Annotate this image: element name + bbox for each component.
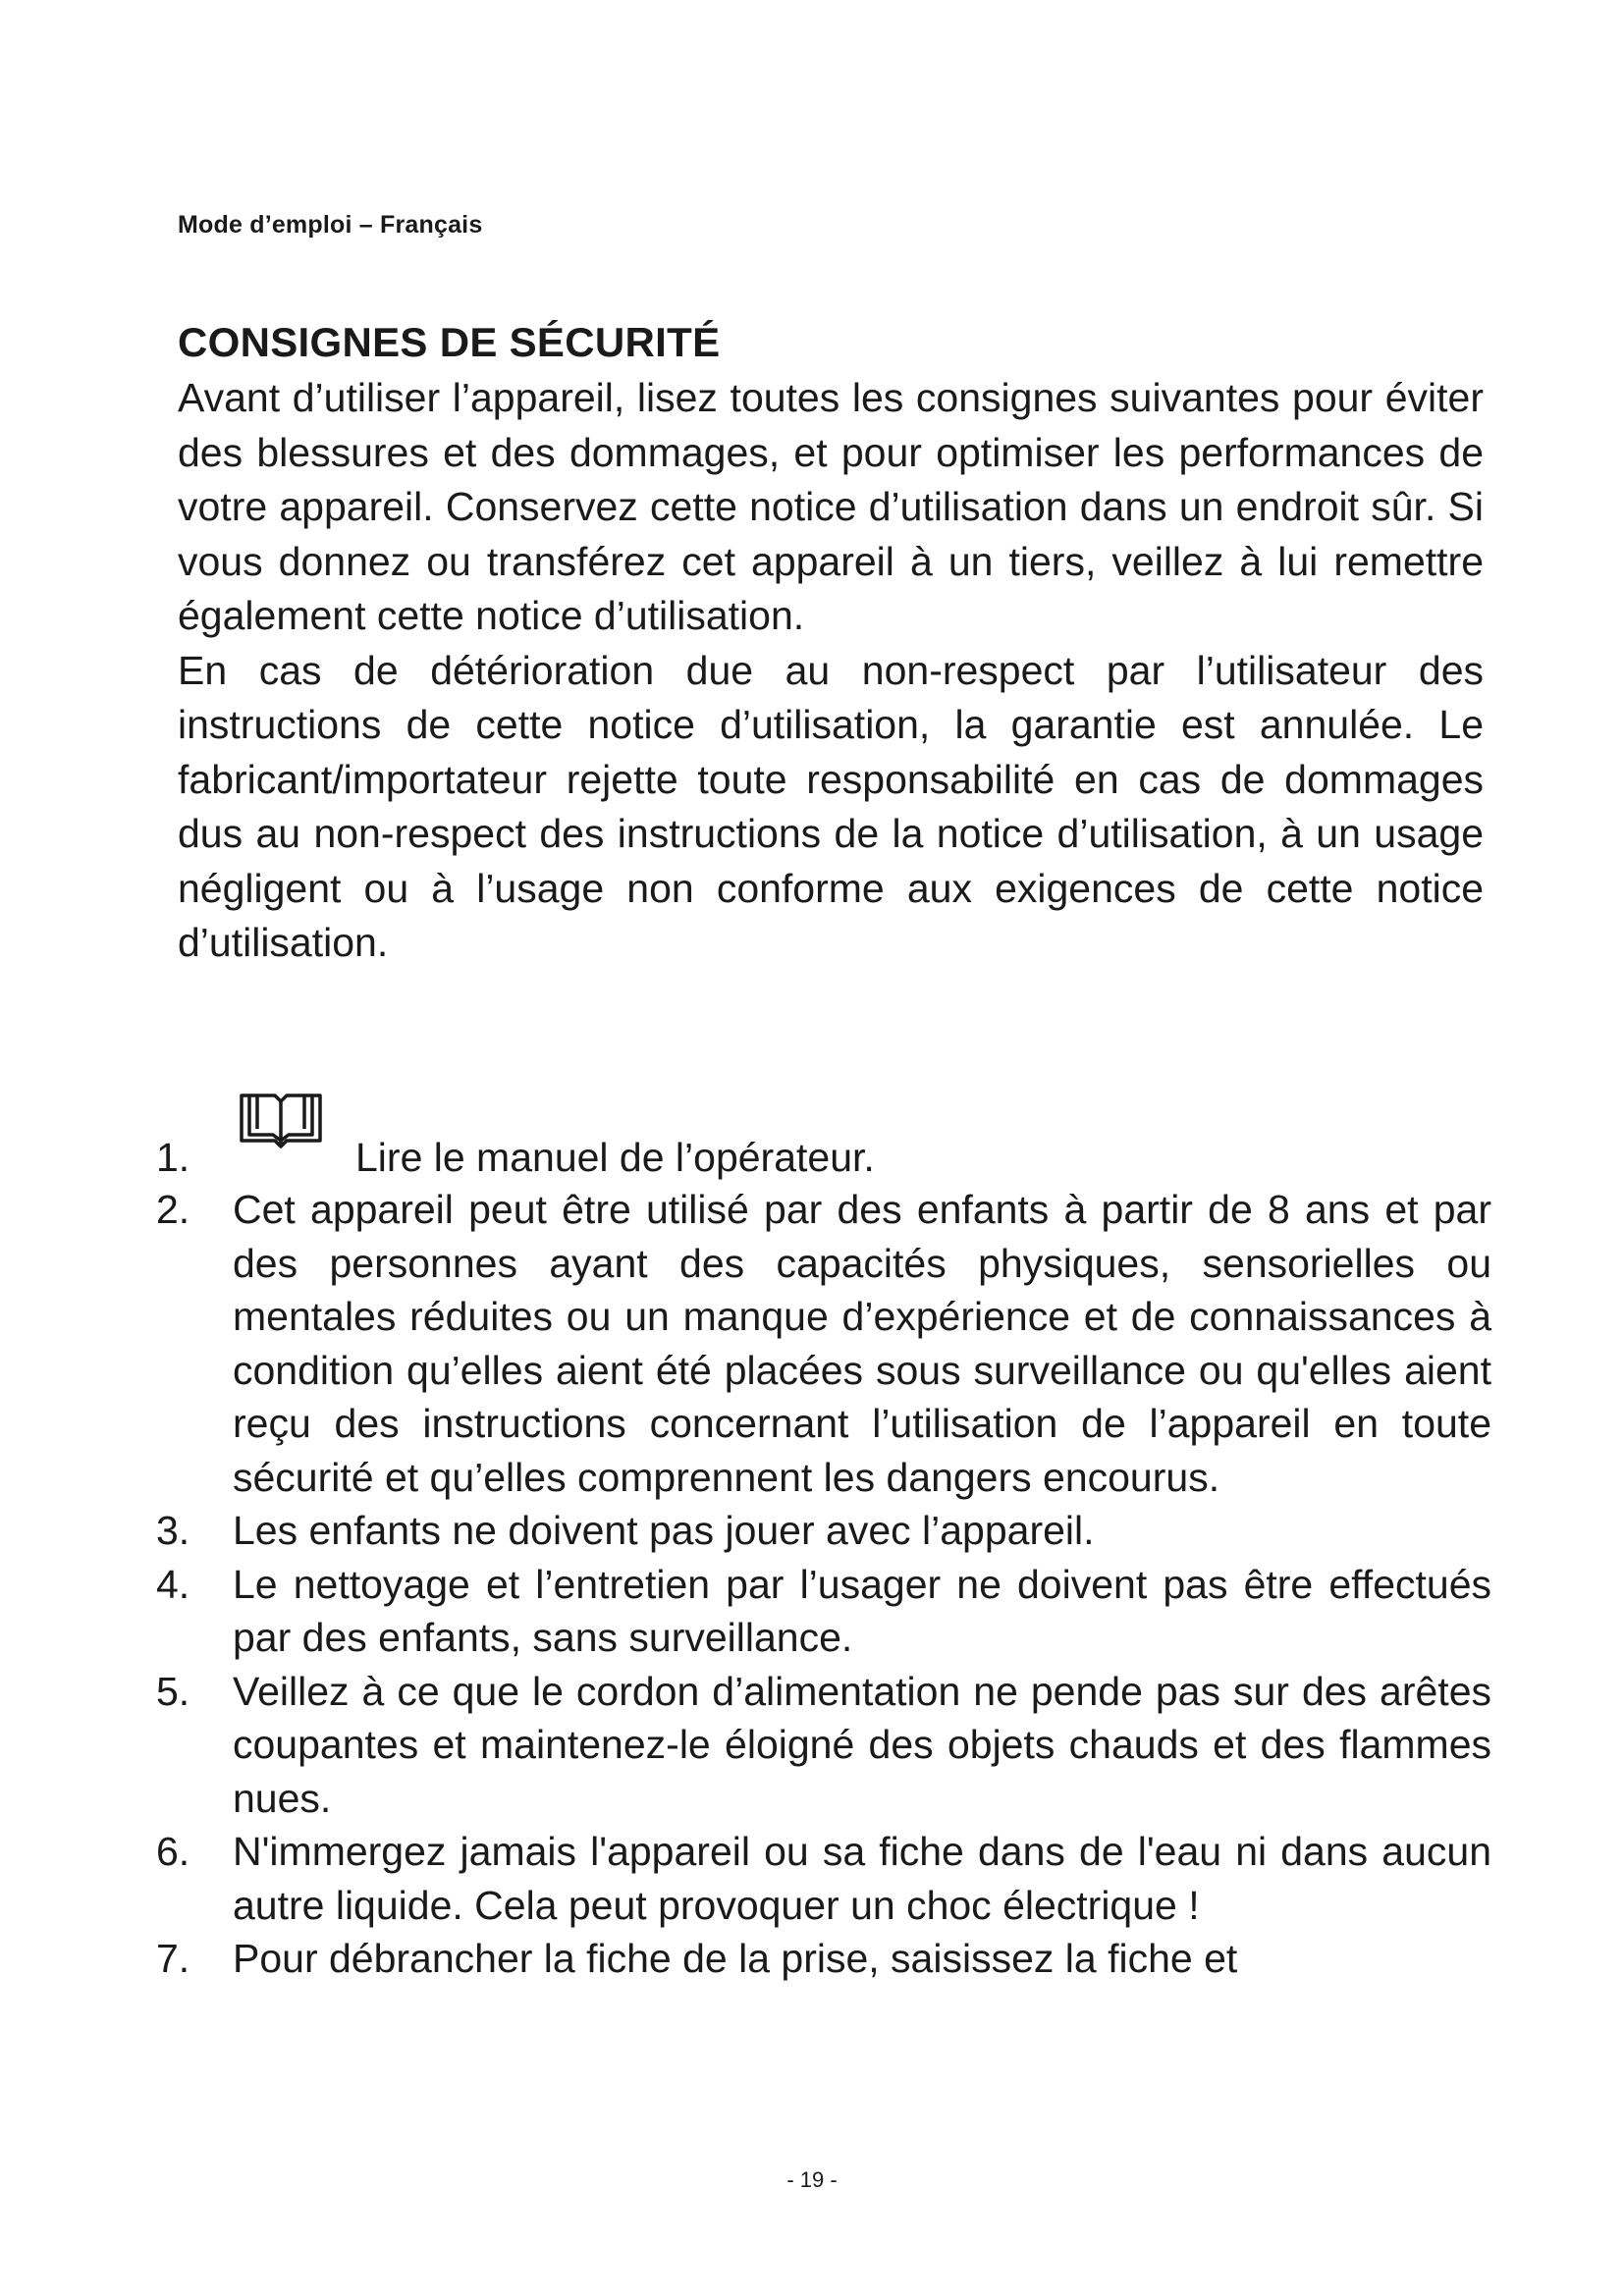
open-book-icon <box>236 1090 326 1152</box>
item-text: Veillez à ce que le cordon d’alimentation ne pende pas sur des arêtes coupantes et maintenez-le éloigné des objets chauds et des flammes nues. <box>233 1668 1491 1821</box>
item-text: N'immergez jamais l'appareil ou sa fiche dans de l'eau ni dans aucun autre liquide. Cela peut provoquer un choc électrique ! <box>233 1829 1491 1928</box>
item-text: Le nettoyage et l’entretien par l’usager ne doivent pas être effectués par des enfants, sans surveillance. <box>233 1561 1491 1660</box>
list-item <box>156 1183 1491 1504</box>
page-header: Mode d’emploi – Français <box>178 211 483 239</box>
item-number: 5. <box>156 1668 190 1714</box>
warranty-paragraph: En cas de détérioration due au non-respect par l’utilisateur des instructions de cette notice d’utilisation, la garantie est annulée. Le fabricant/importateur rejette toute responsabilité en cas de dommages dus au non-respect des instructions de la notice d’utilisation, à un usage négligent ou à l’usage non conforme aux exigences de cette notice d’utilisation. <box>178 647 1484 965</box>
item-number: 4. <box>156 1561 190 1607</box>
list-item <box>156 1825 1491 1932</box>
item-number: 2. <box>156 1187 190 1232</box>
item-text: Lire le manuel de l’opérateur. <box>355 1135 875 1180</box>
list-item <box>156 1090 1491 1183</box>
item-number: 6. <box>156 1829 190 1874</box>
item-text: Les enfants ne doivent pas jouer avec l’appareil. <box>233 1508 1095 1553</box>
item-text: Pour débrancher la fiche de la prise, saisissez la fiche et <box>233 1936 1238 1981</box>
item-text: Cet appareil peut être utilisé par des enfants à partir de 8 ans et par des personnes ayant des capacités physiques, sensorielles ou mentales réduites ou un manque d’expérience et de connaissances à condition qu’elles aient été placées sous surveillance ou qu'elles aient reçu des instructions concernant l’utilisation de l’appareil en toute sécurité et qu’elles comprennent les dangers encourus. <box>233 1187 1491 1500</box>
item-number: 7. <box>156 1936 190 1981</box>
list-item <box>156 1665 1491 1826</box>
section-title: CONSIGNES DE SÉCURITÉ <box>178 319 721 365</box>
item-number: 1. <box>156 1135 190 1180</box>
intro-text <box>178 371 1484 971</box>
safety-list <box>156 1090 1491 1986</box>
list-item <box>156 1504 1491 1558</box>
list-item <box>156 1558 1491 1665</box>
item-number: 3. <box>156 1508 190 1553</box>
page-number: - 19 - <box>786 2167 838 2192</box>
intro-paragraph: Avant d’utiliser l’appareil, lisez toutes les consignes suivantes pour éviter des blessures et des dommages, et pour optimiser les performances de votre appareil. Conservez cette notice d’utilisation dans un endroit sûr. Si vous donnez ou transférez cet appareil à un tiers, veillez à lui remettre également cette notice d’utilisation. <box>178 375 1484 638</box>
list-item <box>156 1932 1491 1986</box>
